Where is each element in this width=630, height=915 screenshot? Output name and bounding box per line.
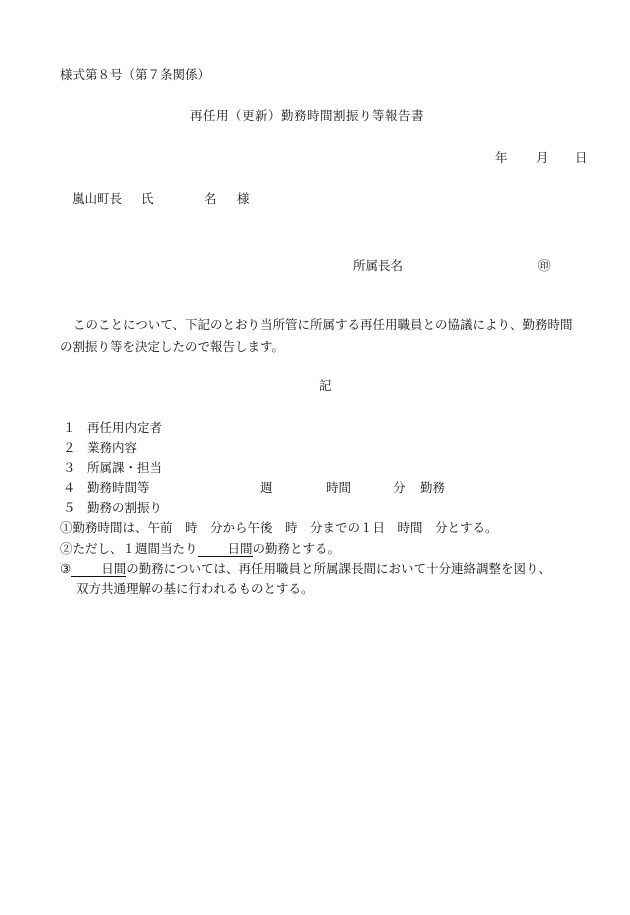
note-3-suffix: の勤務については、再任用職員と所属課長間において十分連絡調整を図り、 — [126, 561, 551, 576]
item-label: 所属課・担当 — [87, 460, 163, 475]
item-number: ２ — [63, 440, 76, 455]
addressee-sama: 様 — [237, 191, 250, 206]
item-label: 勤務時間等 — [87, 480, 150, 495]
note-2-days-blank: 日間 — [198, 542, 253, 557]
sender-label: 所属長名 — [353, 258, 404, 273]
document-title: 再任用（更新）勤務時間割振り等報告書 — [190, 108, 425, 123]
addressee-mayor: 嵐山町長 — [72, 191, 123, 206]
note-2-suffix: の勤務とする。 — [252, 541, 341, 556]
body-paragraph: このことについて、下記のとおり当所管に所属する再任用職員との協議により、勤務時間の割振り等を決定したので報告します。 — [60, 317, 573, 354]
item4-hours: 時間 — [326, 480, 352, 495]
date-month: 月 — [536, 150, 549, 165]
date-year: 年 — [495, 150, 508, 165]
item4-minutes: 分 — [393, 480, 406, 495]
item4-week: 週 — [260, 480, 273, 495]
addressee-shi: 氏 — [141, 191, 154, 206]
note-3-days-blank: 日間 — [71, 562, 126, 577]
item-number: ３ — [63, 460, 76, 475]
form-number: 様式第８号（第７条関係） — [60, 67, 211, 82]
note-2-prefix: ②ただし、１週間当たり — [60, 541, 198, 556]
seal-mark: ㊞ — [538, 258, 551, 273]
item-label: 勤務の割振り — [87, 500, 163, 515]
item-number: １ — [63, 420, 76, 435]
note-3-number: ③ — [60, 561, 72, 576]
item4-work: 勤務 — [420, 480, 446, 495]
date-day: 日 — [575, 150, 588, 165]
item-label: 業務内容 — [87, 440, 138, 455]
note-1: ①勤務時間は、午前 時 分から午後 時 分までの１日 時間 分とする。 — [60, 520, 498, 535]
ki-heading: 記 — [319, 378, 332, 393]
item-label: 再任用内定者 — [87, 420, 163, 435]
note-2 — [60, 541, 340, 557]
item-number: ４ — [63, 480, 76, 495]
note-3 — [60, 561, 551, 577]
item-number: ５ — [63, 500, 76, 515]
addressee-mei: 名 — [204, 191, 217, 206]
note-3-line2: 双方共通理解の基に行われるものとする。 — [76, 581, 314, 596]
